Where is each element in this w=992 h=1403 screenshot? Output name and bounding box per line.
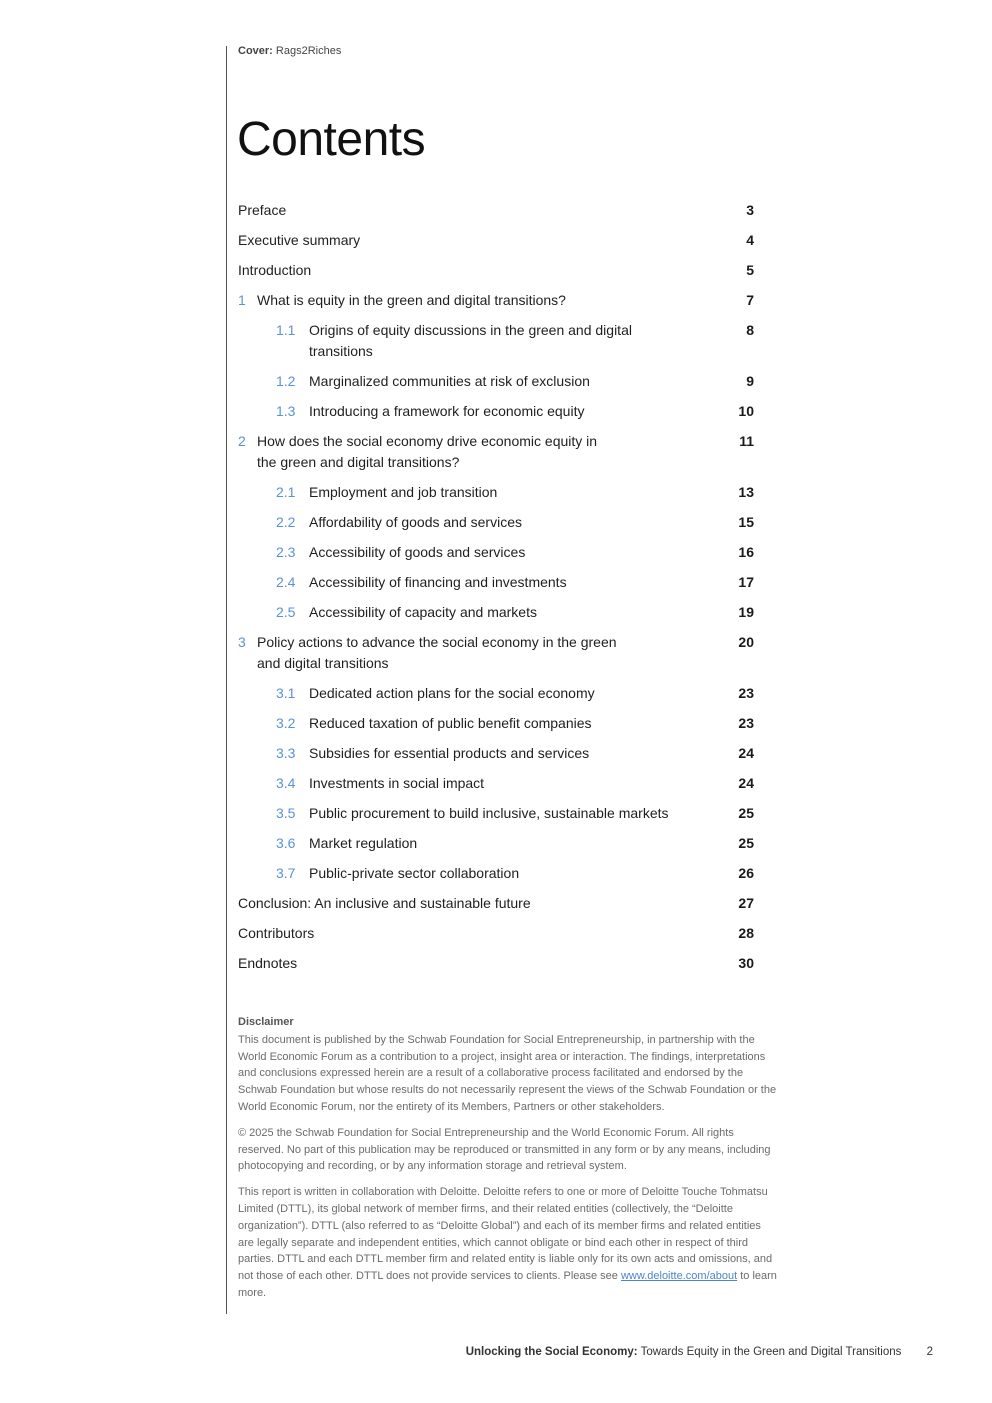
toc-entry-page: 28: [738, 925, 754, 941]
toc-entry-page: 23: [738, 685, 754, 701]
toc-entry[interactable]: [238, 743, 754, 764]
toc-entry-page: 9: [746, 373, 754, 389]
table-of-contents: [238, 200, 754, 983]
toc-entry-number: 1.2: [276, 373, 296, 389]
deloitte-text: This report is written in collaboration with Deloitte. Deloitte refers to one or more of Deloitte Touche Tohmatsu Limited (DTTL), its global network of member firms, and their related entities (collectively, the “Deloitte organization”). DTTL (also referred to as “Deloitte Global”) and each of its member firms and related entities are legally separate and independent entities, which cannot obligate or bind each other in respect of third parties. DTTL and each DTTL member firm and related entity is liable only for its own acts and omissions, and not those of each other. DTTL does not provide services to clients. Please see: [238, 1186, 773, 1283]
toc-entry[interactable]: [238, 542, 754, 563]
toc-entry-page: 19: [738, 604, 754, 620]
toc-entry-number: 3.6: [276, 835, 296, 851]
toc-entry-page: 5: [746, 262, 754, 278]
toc-entry[interactable]: [238, 290, 754, 311]
toc-entry-label: Conclusion: An inclusive and sustainable future: [238, 895, 531, 911]
toc-entry[interactable]: [238, 602, 754, 623]
margin-rule: [226, 46, 227, 1314]
toc-entry-label: Affordability of goods and services: [309, 514, 522, 530]
toc-entry[interactable]: [238, 230, 754, 251]
toc-entry-page: 4: [746, 232, 754, 248]
deloitte-text-end: to learn more.: [238, 1270, 777, 1299]
toc-entry-page: 24: [738, 775, 754, 791]
toc-entry-number: 3.5: [276, 805, 296, 821]
toc-entry-number: 2.5: [276, 604, 296, 620]
toc-entry[interactable]: [238, 713, 754, 734]
toc-entry-label: Accessibility of financing and investments: [309, 574, 567, 590]
copyright-paragraph: © 2025 the Schwab Foundation for Social Entrepreneurship and the World Economic Forum. All rights reserved. No part of this publication may be reproduced or transmitted in any form or by any means, including photocopying and recording, or by any information storage and retrieval system.: [238, 1126, 771, 1173]
cover-credit: [238, 45, 341, 57]
toc-entry-page: 8: [746, 322, 754, 338]
toc-entry-label: What is equity in the green and digital transitions?: [257, 292, 566, 308]
toc-entry-label: Reduced taxation of public benefit companies: [309, 715, 592, 731]
page-title: Contents: [237, 113, 426, 166]
toc-entry-label: Marginalized communities at risk of exclusion: [309, 373, 590, 389]
toc-entry-page: 25: [738, 835, 754, 851]
toc-entry-label: Policy actions to advance the social economy in the green and digital transitions: [257, 634, 617, 671]
toc-entry-page: 7: [746, 292, 754, 308]
toc-entry[interactable]: [238, 320, 754, 362]
toc-entry-page: 30: [738, 955, 754, 971]
toc-entry[interactable]: [238, 923, 754, 944]
toc-entry[interactable]: [238, 893, 754, 914]
toc-entry-page: 11: [739, 433, 754, 449]
toc-entry-page: 27: [738, 895, 754, 911]
toc-entry[interactable]: [238, 833, 754, 854]
cover-value: Rags2Riches: [275, 45, 342, 57]
toc-entry-page: 24: [738, 745, 754, 761]
toc-entry-number: 2.2: [276, 514, 296, 530]
disclaimer-heading: Disclaimer: [238, 1016, 294, 1028]
toc-entry-page: 20: [738, 634, 754, 650]
toc-entry[interactable]: [238, 773, 754, 794]
toc-entry-page: 17: [738, 574, 754, 590]
deloitte-paragraph: [238, 1184, 778, 1302]
toc-entry-label: Endnotes: [238, 955, 298, 971]
toc-entry[interactable]: [238, 401, 754, 422]
footer-title-bold: Unlocking the Social Economy:: [465, 1346, 638, 1358]
toc-entry[interactable]: [238, 863, 754, 884]
cover-label: Cover:: [238, 45, 273, 57]
toc-entry[interactable]: [238, 803, 754, 824]
toc-entry[interactable]: [238, 482, 754, 503]
toc-entry-page: 13: [738, 484, 754, 500]
toc-entry-number: 3: [238, 634, 246, 650]
toc-entry-number: 1.1: [276, 322, 296, 338]
toc-entry[interactable]: [238, 572, 754, 593]
toc-entry-number: 3.3: [276, 745, 296, 761]
toc-entry-label: Accessibility of capacity and markets: [309, 604, 537, 620]
deloitte-link[interactable]: www.deloitte.com/about: [620, 1270, 738, 1283]
toc-entry-page: 3: [746, 202, 754, 218]
toc-entry-number: 1: [238, 292, 246, 308]
toc-entry-label: Contributors: [238, 925, 315, 941]
toc-entry-label: How does the social economy drive economic equity in the green and digital transitions?: [257, 433, 598, 470]
toc-entry-label: Subsidies for essential products and services: [309, 745, 590, 761]
toc-entry-label: Origins of equity discussions in the green and digital transitions: [309, 322, 632, 359]
page-number: 2: [926, 1346, 933, 1358]
toc-entry-page: 26: [738, 865, 754, 881]
toc-entry[interactable]: [238, 371, 754, 392]
toc-entry-label: Executive summary: [238, 232, 361, 248]
toc-entry-number: 3.4: [276, 775, 296, 791]
toc-entry-label: Public-private sector collaboration: [309, 865, 520, 881]
toc-entry[interactable]: [238, 512, 754, 533]
toc-entry-label: Dedicated action plans for the social economy: [309, 685, 595, 701]
toc-entry-label: Market regulation: [309, 835, 418, 851]
page-footer: [466, 1346, 933, 1358]
toc-entry-page: 16: [738, 544, 754, 560]
toc-entry-number: 3.7: [276, 865, 296, 881]
toc-entry-label: Preface: [238, 202, 287, 218]
toc-entry-label: Introducing a framework for economic equity: [309, 403, 585, 419]
toc-entry-number: 3.1: [276, 685, 296, 701]
toc-entry[interactable]: [238, 431, 754, 473]
disclaimer: [238, 1014, 778, 1311]
toc-entry-label: Accessibility of goods and services: [309, 544, 526, 560]
toc-entry-page: 25: [738, 805, 754, 821]
toc-entry[interactable]: [238, 632, 754, 674]
footer-title: Towards Equity in the Green and Digital Transitions: [640, 1346, 902, 1358]
toc-entry[interactable]: [238, 953, 754, 974]
toc-entry-number: 2.1: [276, 484, 296, 500]
toc-entry-label: Introduction: [238, 262, 312, 278]
disclaimer-paragraph: This document is published by the Schwab Foundation for Social Entrepreneurship, in partnership with the World Economic Forum as a contribution to a project, insight area or interaction. The findings, interpretations and conclusions expressed herein are a result of a collaborative process facilitated and endorsed by the Schwab Foundation but whose results do not necessarily represent the views of the Schwab Foundation or the World Economic Forum, nor the entirety of its Members, Partners or other stakeholders.: [238, 1033, 777, 1113]
toc-entry-number: 2.4: [276, 574, 296, 590]
toc-entry-number: 2: [238, 433, 246, 449]
toc-entry-number: 2.3: [276, 544, 296, 560]
toc-entry-number: 1.3: [276, 403, 296, 419]
toc-entry-page: 23: [738, 715, 754, 731]
toc-entry[interactable]: [238, 200, 754, 221]
toc-entry-label: Employment and job transition: [309, 484, 498, 500]
toc-entry-page: 10: [738, 403, 754, 419]
toc-entry[interactable]: [238, 260, 754, 281]
toc-entry[interactable]: [238, 683, 754, 704]
toc-entry-page: 15: [738, 514, 754, 530]
toc-entry-number: 3.2: [276, 715, 296, 731]
toc-entry-label: Investments in social impact: [309, 775, 485, 791]
toc-entry-label: Public procurement to build inclusive, sustainable markets: [309, 805, 669, 821]
